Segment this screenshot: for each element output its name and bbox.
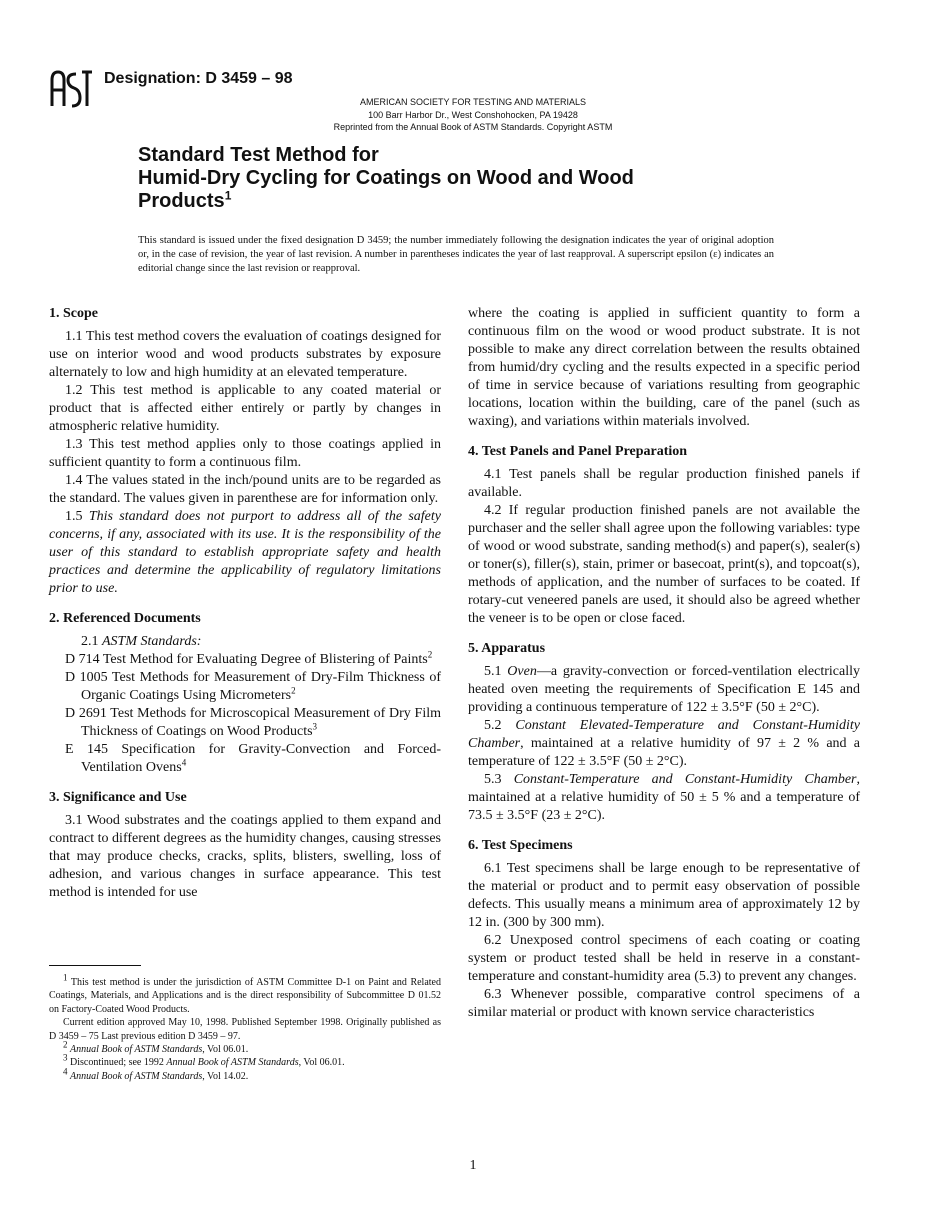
footnote-ref: 4 (181, 757, 187, 768)
section-heading: 4. Test Panels and Panel Preparation (468, 444, 688, 459)
reference-text: D 1005 Test Methods for Measurement of Dry-Film Thickness of Organic Coatings Using Micrometers (65, 670, 441, 703)
paragraph-text: , maintained at a relative humidity of 50 ± 5 % and a temperature of 73.5 ± 3.5°F (23 ± 2°C). (468, 772, 860, 823)
paragraph: 3.1 Wood substrates and the coatings applied to them expand and contract to different degrees as the humidity changes, causing stresses that may produce checks, cracks, splits, blisters, swelling, loss of adhesion, and various changes in surface appearance. This test method is intended for use (49, 813, 441, 900)
reference-item (49, 705, 441, 741)
term: Constant-Temperature and Constant-Humidity Chamber (513, 772, 857, 787)
term: Constant Elevated-Temperature and Constant-Humidity Chamber (468, 718, 860, 751)
footnote (49, 1053, 441, 1069)
reference-text: D 2691 Test Methods for Microscopical Measurement of Dry Film Thickness of Coatings on Wood Products (65, 706, 441, 739)
footnote (49, 1039, 441, 1056)
paragraph: 1.1 This test method covers the evaluation of coatings designed for use on interior wood and wood products substrates by exposure alternately to low and high humidity at an elevated temperature. (49, 329, 441, 380)
document-title (138, 144, 778, 213)
footnote-ref: 2 (427, 649, 433, 660)
section-heading: 1. Scope (49, 306, 98, 321)
footnote: Current edition approved May 10, 1998. Published September 1998. Originally published as D 3459 – 75 Last previous edition D 3459 – 97. (49, 1017, 441, 1042)
section-heading: 6. Test Specimens (468, 838, 573, 853)
footnote-text: , Vol 06.01. (298, 1057, 345, 1069)
paragraph-number: 5.1 (484, 664, 502, 679)
paragraph-text: —a gravity-convection or forced-ventilation electrically heated oven meeting the requirements of Specification E 145 and providing a continuous temperature of 122 ± 3.5°F (50 ± 2°C). (468, 664, 860, 715)
footnote-text: , Vol 14.02. (202, 1070, 249, 1082)
paragraph (468, 717, 860, 771)
paragraph-number: 5.2 (484, 718, 502, 733)
paragraph-number: 1.5 (65, 509, 83, 524)
reference-item (49, 651, 441, 669)
footnote-em: Annual Book of ASTM Standards (70, 1070, 203, 1082)
paragraph (49, 633, 441, 651)
paragraph: where the coating is applied in sufficient quantity to form a continuous film on the wood or wood product substrate. It is not possible to make any direct correlation between the results obtained from humid/dry cycling and the results expected in a specific period of time in service because of variations resulting from geographic locations, location within the building, care of the panel (such as waxing), and variations within materials involved. (468, 306, 860, 429)
reference-text: D 714 Test Method for Evaluating Degree of Blistering of Paints (65, 652, 428, 667)
footnote-ref: 1 (224, 188, 232, 203)
title-line: Standard Test Method for (138, 144, 379, 166)
standard-notice: This standard is issued under the fixed designation D 3459; the number immediately following the designation indicates the year of original adoption or, in the case of revision, the year of last revision. A number in parentheses indicates the year of last reapproval. A superscript epsilon (ε) indicates an editorial change since the last revision or reapproval. (138, 235, 774, 275)
footnotes (49, 972, 441, 1083)
reference-item (49, 741, 441, 777)
footnote-text: Discontinued; see 1992 (70, 1057, 167, 1069)
section-heading: 3. Significance and Use (49, 790, 187, 805)
paragraph: 1.3 This test method applies only to those coatings applied in sufficient quantity to form a continuous film. (49, 437, 441, 470)
footnote-mark: 2 (63, 1039, 68, 1050)
term: Oven (507, 664, 537, 679)
publisher-block (0, 96, 946, 134)
footnote-text: , Vol 06.01. (202, 1044, 249, 1056)
footnote-em: Annual Book of ASTM Standards (70, 1044, 203, 1056)
section-heading: 5. Apparatus (468, 641, 546, 656)
title-text: Products (138, 190, 225, 212)
paragraph: 6.3 Whenever possible, comparative control specimens of a similar material or product with known service characteristics (468, 987, 860, 1020)
paragraph (468, 663, 860, 717)
caveat-text: This standard does not purport to address all of the safety concerns, if any, associated with its use. It is the responsibility of the user of this standard to establish appropriate safety and health practices and determine the applicability of regulatory limitations prior to use. (49, 509, 441, 596)
paragraph: 4.2 If regular production finished panels are not available the purchaser and the seller shall agree upon the following variables: type of wood or wood substrate, sanding method(s) and paper(s), sealer(s) or toner(s), filler(s), stain, primer or basecoat, print(s), and topcoat(s), methods of application, and the number of surfaces to be coated. If rotary-cut veneered panels are used, it should also be agreed whether the veneer is to be open or close faced. (468, 503, 860, 626)
footnote-text: This test method is under the jurisdiction of ASTM Committee D-1 on Paint and Related Coatings, Materials, and Applications and is the direct responsibility of Subcommittee D 01.52 on Factory-Coated Wood Products. (49, 977, 441, 1015)
paragraph-text: , maintained at a relative humidity of 97 ± 2 % and a temperature of 122 ± 3.5°F (50 ± 2°C). (468, 736, 860, 769)
title-line: Humid-Dry Cycling for Coatings on Wood and Wood (138, 167, 634, 189)
designation: Designation: D 3459 – 98 (104, 70, 293, 87)
publisher-line: AMERICAN SOCIETY FOR TESTING AND MATERIALS (359, 97, 587, 107)
paragraph: 1.4 The values stated in the inch/pound units are to be regarded as the standard. The values given in parenthese are for information only. (49, 473, 441, 506)
publisher-line: Reprinted from the Annual Book of ASTM Standards. Copyright ASTM (333, 122, 613, 132)
paragraph: 1.2 This test method is applicable to any coated material or product that is affected either entirely or partly by changes in atmospheric relative humidity. (49, 383, 441, 434)
title-line (138, 190, 778, 213)
paragraph: 6.2 Unexposed control specimens of each coating or coating system or product tested shall be held in reserve in a constant-temperature and constant-humidity area (5.3) to prevent any changes. (468, 933, 860, 984)
right-column (468, 305, 860, 1022)
reference-item (49, 669, 441, 705)
left-column (49, 305, 441, 902)
paragraph (468, 771, 860, 825)
footnote-mark: 1 (63, 972, 68, 983)
footnote (49, 972, 441, 1016)
footnote (49, 1066, 441, 1083)
paragraph-number: 2.1 (81, 634, 99, 649)
footnote-ref: 2 (291, 685, 296, 696)
publisher-line: 100 Barr Harbor Dr., West Conshohocken, PA 19428 (368, 109, 578, 120)
footnote-mark: 4 (63, 1066, 68, 1077)
paragraph: 4.1 Test panels shall be regular production finished panels if available. (468, 467, 860, 500)
footnote-divider (49, 965, 141, 966)
reference-text: E 145 Specification for Gravity-Convection and Forced-Ventilation Ovens (65, 742, 441, 775)
section-heading: 2. Referenced Documents (49, 611, 201, 626)
paragraph-number: 5.3 (484, 772, 502, 787)
footnote-em: Annual Book of ASTM Standards (166, 1057, 299, 1069)
paragraph (49, 508, 441, 598)
paragraph: 6.1 Test specimens shall be large enough to be representative of the material or product and to permit easy observation of possible defects. This usually means a minimum area of approximately 12 by 12 in. (300 by 300 mm). (468, 861, 860, 930)
page-number: 1 (469, 1158, 477, 1173)
subheading: ASTM Standards: (102, 634, 202, 649)
footnote-mark: 3 (63, 1053, 68, 1064)
footnote-ref: 3 (312, 721, 318, 732)
